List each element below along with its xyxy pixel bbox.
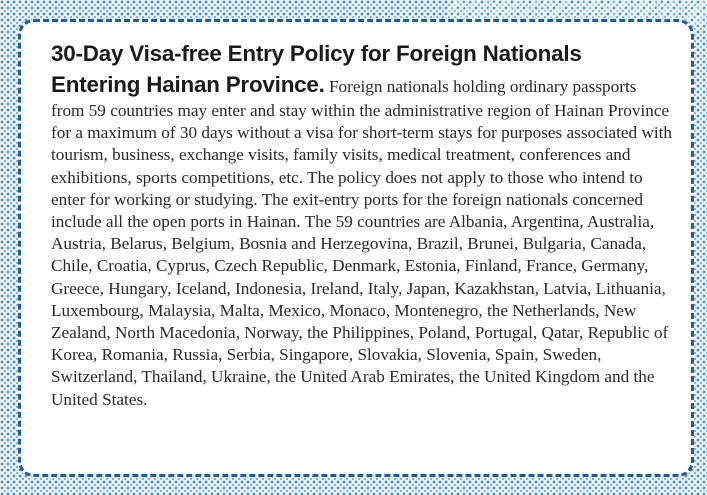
notice-body: Foreign nationals holding ordinary passports from 59 countries may enter and stay within the administrative region of Hainan Province for a maximum of 30 days without a visa for short-term stays for purposes associated with tourism, business, exchange visits, family visits, medical treatment, conferences and exhibitions, sports competitions, etc. The policy does not apply to those who intend to enter for working or studying. The exit-entry ports for the foreign nationals concerned include all the open ports in Hainan. The 59 countries are Albania, Argentina, Australia, Austria, Belarus, Belgium, Bosnia and Herzegovina, Brazil, Brunei, Bulgaria, Canada, Chile, Croatia, Cyprus, Czech Republic, Denmark, Estonia, Finland, France, Germany, Greece, Hungary, Iceland, Indonesia, Ireland, Italy, Japan, Kazakhstan, Latvia, Lithuania, Luxembourg, Malaysia, Malta, Mexico, Monaco, Montenegro, the Netherlands, New Zealand, North Macedonia, Norway, the Philippines, Poland, Portugal, Qatar, Republic of Korea, Romania, Russia, Serbia, Singapore, Slovakia, Slovenia, Spain, Sweden, Switzerland, Thailand, Ukraine, the United Arab Emirates, the United Kingdom and the United States. [51, 77, 673, 409]
notice-title: 30-Day Visa-free Entry Policy for Foreign Nationals Entering Hainan Province. [51, 41, 582, 97]
notice-content [51, 38, 673, 411]
notice-card [18, 19, 694, 477]
